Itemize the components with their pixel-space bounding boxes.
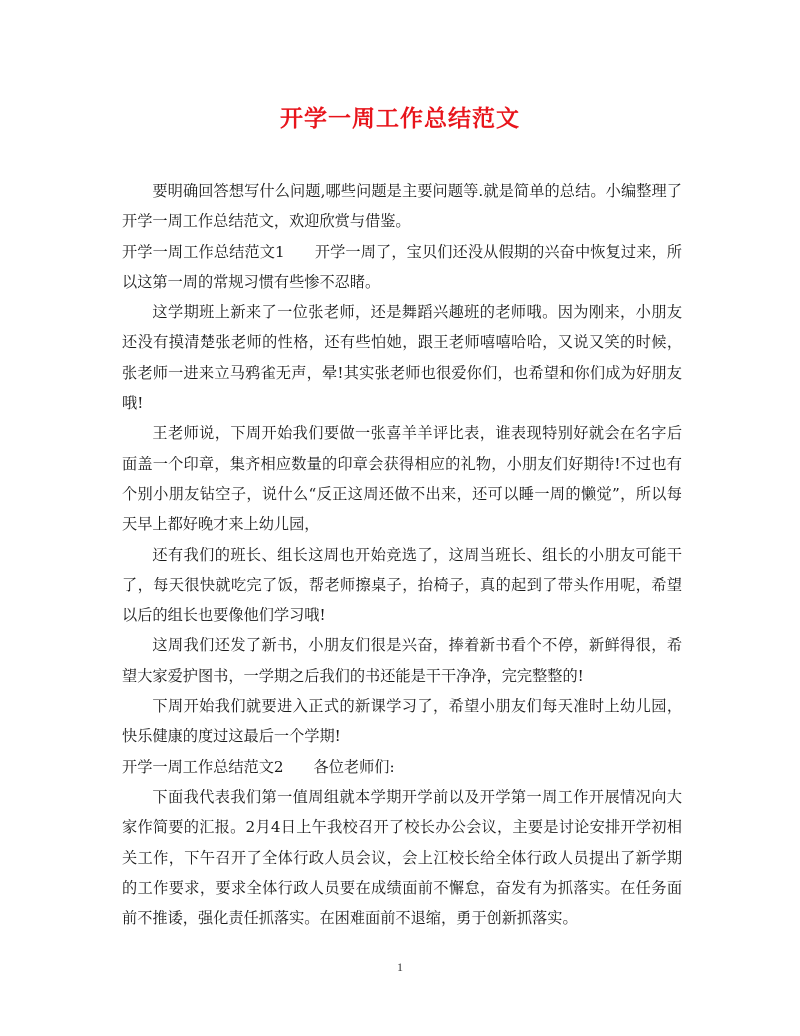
section-1-paragraph: 还有我们的班长、组长这周也开始竞选了，这周当班长、组长的小朋友可能干了，每天很快就吃完了饭，帮老师擦桌子，抬椅子，真的起到了带头作用呢，希望以后的组长也要像他们学习哦!	[122, 545, 682, 625]
section-1-heading: 开学一周工作总结范文1	[122, 242, 285, 261]
section-2-paragraph: 下面我代表我们第一值周组就本学期开学前以及开学第一周工作开展情况向大家作简要的汇报。2月4日上午我校召开了校长办公会议，主要是讨论安排开学初相关工作，下午召开了全体行政人员会议，会上江校长给全体行政人员提出了新学期的工作要求，要求全体行政人员要在成绩面前不懈怠，奋发有为抓落实。在任务面前不推诿，强化责任抓落实。在困难面前不退缩，勇于创新抓落实。	[122, 787, 682, 928]
section-1-paragraph: 这周我们还发了新书，小朋友们很是兴奋，捧着新书看个不停，新鲜得很，希望大家爱护图书，一学期之后我们的书还能是干干净净，完完整整的!	[122, 636, 682, 685]
section-1-lead: 开学一周了，宝贝们还没从假期的兴奋中恢复过来，所以这第一周的常规习惯有些惨不忍睹。	[122, 242, 682, 291]
document-body	[122, 176, 682, 933]
section-2-heading-line	[122, 752, 682, 782]
page-number: 1	[397, 960, 403, 974]
section-1-paragraph: 王老师说，下周开始我们要做一张喜羊羊评比表，谁表现特别好就会在名字后面盖一个印章，集齐相应数量的印章会获得相应的礼物，小朋友们好期待!不过也有个别小朋友钻空子，说什么“反正这周还做不出来，还可以睡一周的懒觉”，所以每天早上都好晚才来上幼儿园，	[122, 424, 682, 534]
section-1-paragraph: 下周开始我们就要进入正式的新课学习了，希望小朋友们每天准时上幼儿园，快乐健康的度过这最后一个学期!	[122, 697, 682, 746]
section-1-paragraph: 这学期班上新来了一位张老师，还是舞蹈兴趣班的老师哦。因为刚来，小朋友还没有摸清楚张老师的性格，还有些怕她，跟王老师嘻嘻哈哈，又说又笑的时候，张老师一进来立马鸦雀无声，晕!其实张老师也很爱你们，也希望和你们成为好朋友哦!	[122, 303, 682, 413]
intro-paragraph: 要明确回答想写什么问题,哪些问题是主要问题等.就是简单的总结。小编整理了开学一周工作总结范文，欢迎欣赏与借鉴。	[122, 182, 682, 231]
section-2-heading: 开学一周工作总结范文2	[122, 757, 284, 776]
section-2-lead: 各位老师们:	[313, 757, 395, 776]
section-1-heading-line	[122, 237, 682, 298]
document-title: 开学一周工作总结范文	[280, 105, 520, 132]
